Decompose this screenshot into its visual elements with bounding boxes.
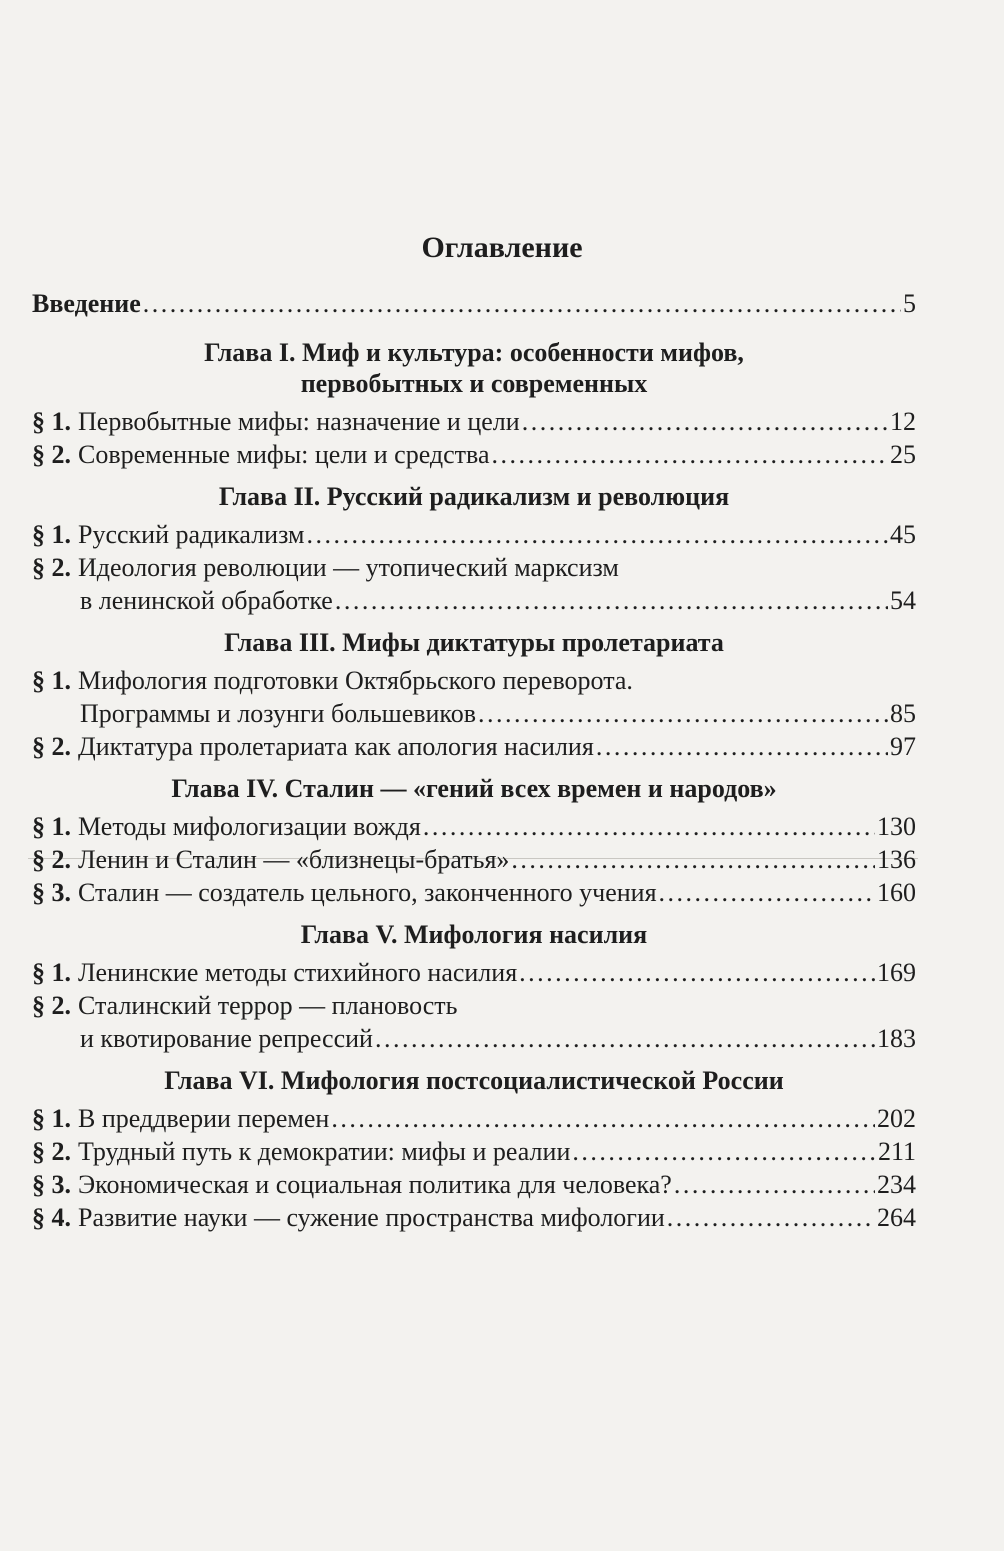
toc-entry-label: Трудный путь к демократии: мифы и реалии (78, 1137, 571, 1166)
chapter-heading-line: первобытных и современных (300, 369, 648, 398)
toc-page-number: 211 (877, 1137, 916, 1166)
dot-leader (335, 584, 888, 617)
dot-leader (492, 438, 889, 471)
dot-leader (572, 1135, 876, 1168)
chapter-heading (32, 1065, 916, 1096)
toc-entry (32, 1135, 916, 1168)
toc-page-number: 160 (877, 878, 916, 907)
toc-page-number: 234 (877, 1170, 916, 1199)
toc-page-number: 136 (877, 845, 916, 874)
toc-entry (32, 810, 916, 843)
toc-entry (32, 438, 916, 471)
dot-leader (519, 956, 875, 989)
dot-leader (375, 1022, 875, 1055)
dot-leader (596, 730, 888, 763)
chapter-heading-line: Глава II. Русский радикализм и революция (218, 482, 730, 511)
toc-entry-label: Методы мифологизации вождя (78, 812, 421, 841)
toc-entry-label: В преддверии перемен (78, 1104, 330, 1133)
toc-page-number: 97 (890, 732, 916, 761)
toc-page-number: 85 (890, 699, 916, 728)
toc-entry-label: Идеология революции — утопический марксизм (78, 553, 619, 582)
toc-page-number: 45 (890, 520, 916, 549)
toc-entry (32, 730, 916, 763)
section-number: § 1. (32, 958, 71, 987)
toc-entry-continuation (32, 1022, 916, 1055)
dot-leader (674, 1168, 875, 1201)
dot-leader (667, 1201, 875, 1234)
dot-leader (478, 697, 888, 730)
toc-entry-label-continued: Программы и лозунги большевиков (80, 699, 477, 728)
toc-entry-label: Первобытные мифы: назначение и цели (78, 407, 520, 436)
toc-entry-label-continued: и квотирование репрессий (80, 1024, 373, 1053)
toc-entry (32, 1102, 916, 1135)
toc-entry-label: Ленин и Сталин — «близнецы-братья» (78, 845, 510, 874)
section-number: § 2. (32, 732, 71, 761)
toc-page-number: 183 (877, 1024, 916, 1053)
toc-entry (32, 843, 916, 876)
toc-entry (32, 1168, 916, 1201)
section-number: § 2. (32, 553, 71, 582)
section-number: § 1. (32, 520, 71, 549)
toc-entry-label: Сталинский террор — плановость (78, 991, 458, 1020)
section-number: § 2. (32, 845, 71, 874)
chapter-heading-line: Глава IV. Сталин — «гений всех времен и народов» (171, 774, 777, 803)
section-number: § 4. (32, 1203, 71, 1232)
toc-entry-label: Диктатура пролетариата как апология насилия (78, 732, 594, 761)
toc-page-number: 202 (877, 1104, 916, 1133)
chapter-heading-line: Глава V. Мифология насилия (300, 920, 648, 949)
toc-entry-label: Ленинские методы стихийного насилия (78, 958, 518, 987)
toc-entry (32, 989, 916, 1022)
section-number: § 1. (32, 1104, 71, 1133)
toc-entry (32, 405, 916, 438)
toc-entry (32, 518, 916, 551)
chapter-heading (32, 337, 916, 399)
section-number: § 2. (32, 1137, 71, 1166)
toc-entry-label: Современные мифы: цели и средства (78, 440, 490, 469)
toc-entry (32, 664, 916, 697)
toc-entry-continuation (32, 584, 916, 617)
dot-leader (659, 876, 875, 909)
toc-entry-label: Развитие науки — сужение пространства мифологии (78, 1203, 665, 1232)
toc-entry-introduction (32, 287, 916, 320)
section-number: § 1. (32, 666, 71, 695)
section-number: § 1. (32, 407, 71, 436)
toc-page-number: 5 (903, 289, 916, 318)
toc-entry-label: Экономическая и социальная политика для человека? (78, 1170, 672, 1199)
dot-leader (331, 1102, 875, 1135)
toc-entry-label: Сталин — создатель цельного, законченного учения (78, 878, 657, 907)
chapter-heading-line: Глава VI. Мифология постсоциалистической России (164, 1066, 784, 1095)
section-number: § 2. (32, 991, 71, 1020)
chapter-heading (32, 919, 916, 950)
toc-page-number: 54 (890, 586, 916, 615)
toc-entry-label: Мифология подготовки Октябрьского переворота. (78, 666, 633, 695)
toc-page-number: 130 (877, 812, 916, 841)
chapter-list (32, 337, 916, 1234)
toc-page-number: 12 (890, 407, 916, 436)
toc-entry-label: Введение (32, 289, 141, 318)
toc-entry-continuation (32, 697, 916, 730)
section-number: § 3. (32, 878, 71, 907)
chapter-heading-line: Глава I. Миф и культура: особенности мифов, (204, 338, 744, 367)
toc-entry (32, 876, 916, 909)
toc-page-number: 25 (890, 440, 916, 469)
toc-page-number: 169 (877, 958, 916, 987)
toc-entry (32, 1201, 916, 1234)
dot-leader (423, 810, 875, 843)
toc-page-number: 264 (877, 1203, 916, 1232)
dot-leader (511, 843, 875, 876)
page-title: Оглавление (421, 231, 583, 264)
toc-entry (32, 956, 916, 989)
toc-entry-label: Русский радикализм (78, 520, 305, 549)
section-number: § 2. (32, 440, 71, 469)
chapter-heading (32, 481, 916, 512)
toc-entry (32, 551, 916, 584)
dot-leader (306, 518, 888, 551)
table-of-contents (32, 287, 916, 1234)
chapter-heading-line: Глава III. Мифы диктатуры пролетариата (224, 628, 724, 657)
section-number: § 3. (32, 1170, 71, 1199)
toc-entry-label-continued: в ленинской обработке (80, 586, 333, 615)
chapter-heading (32, 627, 916, 658)
section-number: § 1. (32, 812, 71, 841)
dot-leader (143, 287, 901, 320)
dot-leader (522, 405, 888, 438)
chapter-heading (32, 773, 916, 804)
